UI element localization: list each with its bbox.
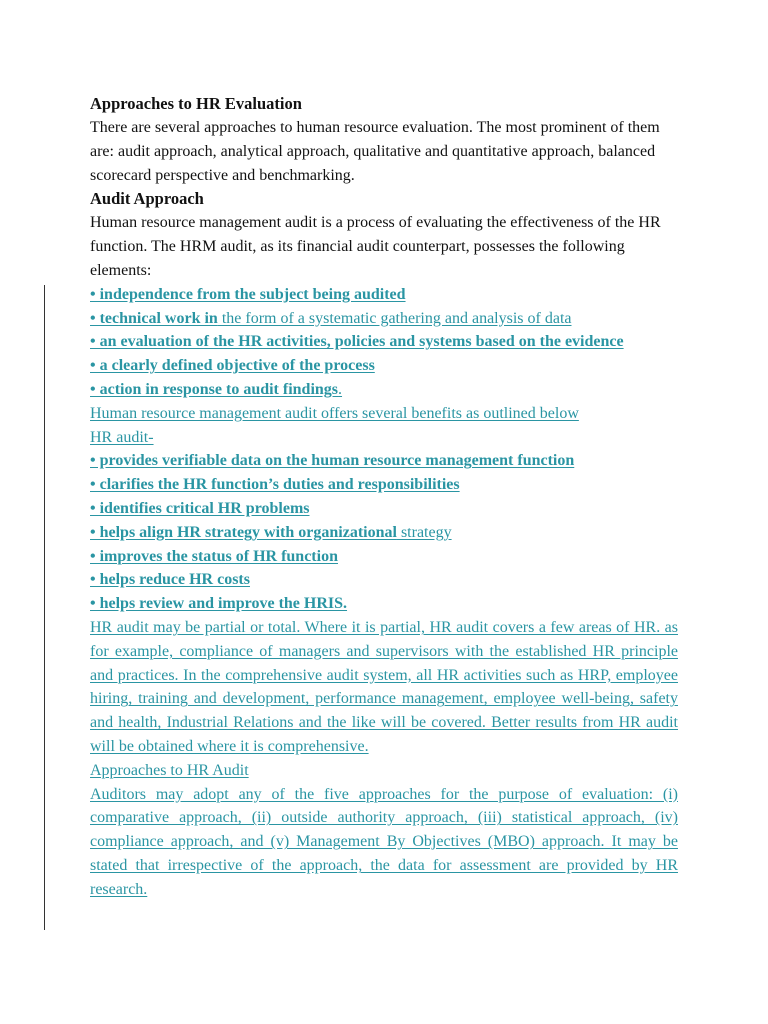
audit-intro-paragraph: Human resource management audit is a process of evaluating the effectiveness of the HR function. The HRM audit, as its financial audit counterpart, possesses the following elements: — [90, 214, 661, 279]
list-item[interactable]: • action in response to audit findings. — [90, 380, 343, 398]
margin-change-bar — [44, 285, 45, 930]
list-item[interactable]: • technical work in the form of a systematic gathering and analysis of data — [90, 309, 572, 327]
heading-approaches-hr-evaluation: Approaches to HR Evaluation — [90, 94, 302, 113]
approaches-paragraph-link[interactable]: Auditors may adopt any of the five approaches for the purpose of evaluation: (i) comparative approach, (ii) outside authority approach, (iii) statistical approach, (iv) compliance approach, and (v) Management By Objectives (MBO) approach. It may be stated that irrespective of the approach, the data for assessment are provided by HR research. — [90, 785, 678, 898]
intro-paragraph: There are several approaches to human resource evaluation. The most prominent of them are: audit approach, analytical approach, qualitative and quantitative approach, balanced scorecard perspective and benchmarking. — [90, 119, 660, 184]
list-item[interactable]: • independence from the subject being audited — [90, 285, 406, 303]
list-item[interactable]: • improves the status of HR function — [90, 547, 338, 565]
heading-audit-approach: Audit Approach — [90, 189, 204, 209]
audit-benefits-list — [90, 449, 678, 616]
audit-elements-list — [90, 283, 678, 402]
partial-total-paragraph-link[interactable]: HR audit may be partial or total. Where it is partial, HR audit covers a few areas of HR. as for example, compliance of managers and supervisors with the established HR principle and practices. In the comprehensive audit system, all HR activities such as HRP, employee hiring, training and development, performance management, employee well-being, safety and health, Industrial Relations and the like will be covered. Better results from HR audit will be obtained where it is comprehensive. — [90, 618, 678, 755]
document-page — [90, 92, 678, 902]
benefits-intro-link[interactable]: Human resource management audit offers several benefits as outlined below — [90, 404, 579, 422]
list-item[interactable]: • an evaluation of the HR activities, policies and systems based on the evidence — [90, 333, 624, 351]
list-item[interactable]: • clarifies the HR function’s duties and responsibilities — [90, 476, 460, 494]
list-item[interactable]: • helps review and improve the HRIS. — [90, 595, 348, 613]
list-item[interactable]: • a clearly defined objective of the process — [90, 357, 375, 375]
list-item[interactable]: • provides verifiable data on the human resource management function — [90, 452, 575, 470]
list-item[interactable]: • helps align HR strategy with organizational strategy — [90, 523, 452, 541]
list-item[interactable]: • helps reduce HR costs — [90, 571, 250, 589]
list-item[interactable]: • identifies critical HR problems — [90, 499, 310, 517]
hr-audit-label-link[interactable]: HR audit- — [90, 428, 154, 446]
approaches-hr-audit-heading-link[interactable]: Approaches to HR Audit — [90, 761, 249, 779]
